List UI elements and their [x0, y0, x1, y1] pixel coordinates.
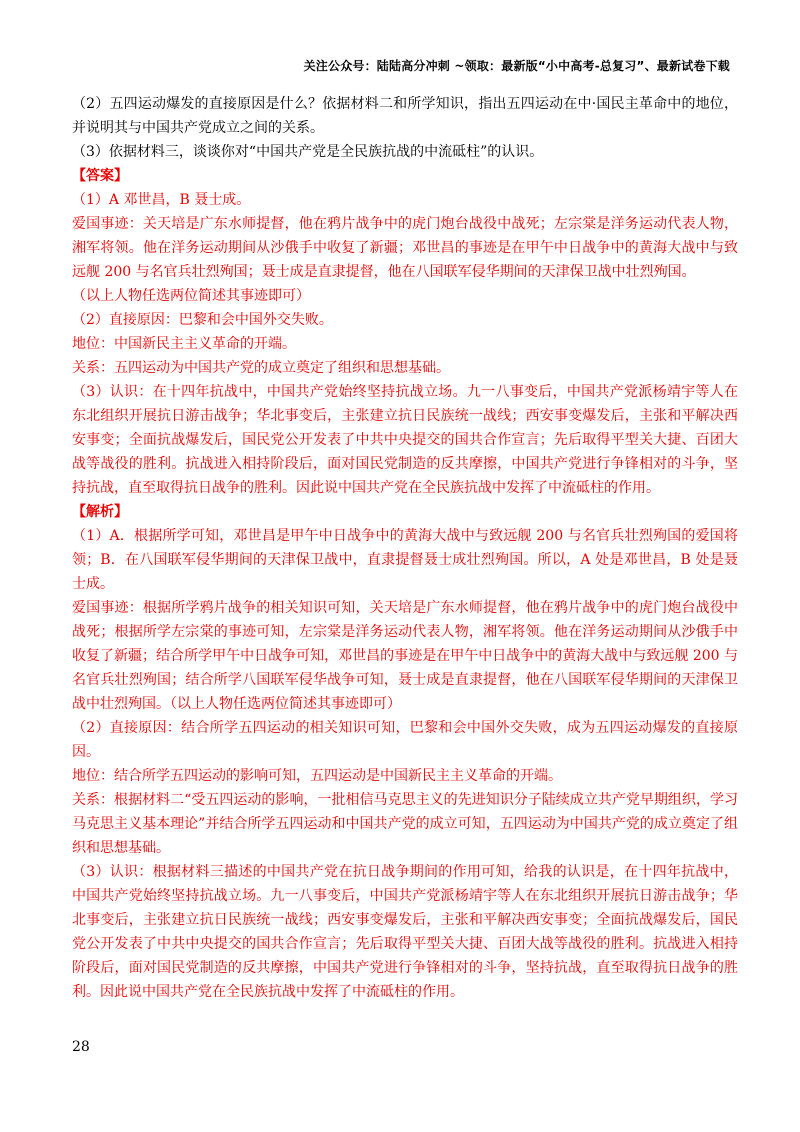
question-2: （2）五四运动爆发的直接原因是什么？依据材料二和所学知识，指出五四运动在中·国民主革命中的地位，并说明其与中国共产党成立之间的关系。 — [72, 96, 738, 136]
answer-paragraph: （2）直接原因：巴黎和会中国外交失败。 — [72, 312, 333, 328]
analysis-paragraph: （2）直接原因：结合所学五四运动的相关知识可知，巴黎和会中国外交失败，成为五四运动爆发的直接原因。 — [72, 720, 738, 760]
analysis-heading: 【解析】 — [72, 504, 128, 520]
page-header: 关注公众号：陆陆高分冲刺 ~领取：最新版“小中高考-总复习”、最新试卷下载 — [303, 59, 730, 73]
page-number: 28 — [72, 1039, 90, 1055]
answer-heading: 【答案】 — [72, 168, 128, 184]
analysis-paragraph: 地位：结合所学五四运动的影响可知，五四运动是中国新民主主义革命的开端。 — [72, 768, 562, 784]
analysis-paragraph: 爱国事迹：根据所学鸦片战争的相关知识可知，关天培是广东水师提督，他在鸦片战争中的虎门炮台战役中战死；根据所学左宗棠的事迹可知，左宗棠是洋务运动代表人物，湘军将领。他在洋务运动期间从沙俄手中收复了新疆；结合所学甲午中日战争可知，邓世昌的事迹是在甲午中日战争中的黄海大战中与致远舰 200 与名官兵壮烈殉国；结合所学八国联军侵华战争可知，聂士成是直隶提督，他在八国联军侵华期间的天津保卫战中壮烈殉国。（以上人物任选两位简述其事迹即可） — [72, 600, 738, 712]
analysis-paragraph: （1）A．根据所学可知，邓世昌是甲午中日战争中的黄海大战中与致远舰 200 与名官兵壮烈殉国的爱国将领；B．在八国联军侵华期间的天津保卫战中，直隶提督聂士成壮烈殉国。所以，A 处是邓世昌，B 处是聂士成。 — [72, 528, 738, 592]
answer-paragraph: 地位：中国新民主主义革命的开端。 — [72, 336, 296, 352]
page-content — [72, 92, 738, 1004]
question-3: （3）依据材料三，谈谈你对“中国共产党是全民族抗战的中流砥柱”的认识。 — [72, 144, 544, 160]
answer-paragraph: 关系：五四运动为中国共产党的成立奠定了组织和思想基础。 — [72, 360, 450, 376]
answer-paragraph: （1）A 邓世昌，B 聂士成。 — [72, 192, 251, 208]
answer-paragraph: （以上人物任选两位简述其事迹即可） — [72, 288, 310, 304]
analysis-paragraph: 关系：根据材料二“受五四运动的影响，一批相信马克思主义的先进知识分子陆续成立共产党早期组织，学习马克思主义基本理论”并结合所学五四运动和中国共产党的成立可知，五四运动为中国共产党的成立奠定了组织和思想基础。 — [72, 792, 738, 856]
answer-paragraph: （3）认识：在十四年抗战中，中国共产党始终坚持抗战立场。九一八事变后，中国共产党派杨靖宇等人在东北组织开展抗日游击战争；华北事变后，主张建立抗日民族统一战线；西安事变爆发后，主张和平解决西安事变；全面抗战爆发后，国民党公开发表了中共中央提交的国共合作宣言；先后取得平型关大捷、百团大战等战役的胜利。抗战进入相持阶段后，面对国民党制造的反共摩擦，中国共产党进行争锋相对的斗争，坚持抗战，直至取得抗日战争的胜利。因此说中国共产党在全民族抗战中发挥了中流砥柱的作用。 — [72, 384, 738, 496]
answer-paragraph: 爱国事迹：关天培是广东水师提督，他在鸦片战争中的虎门炮台战役中战死；左宗棠是洋务运动代表人物，湘军将领。他在洋务运动期间从沙俄手中收复了新疆；邓世昌的事迹是在甲午中日战争中的黄海大战中与致远舰 200 与名官兵壮烈殉国；聂士成是直隶提督，他在八国联军侵华期间的天津保卫战中壮烈殉国。 — [72, 216, 738, 280]
analysis-paragraph: （3）认识：根据材料三描述的中国共产党在抗日战争期间的作用可知，给我的认识是，在十四年抗战中，中国共产党始终坚持抗战立场。九一八事变后，中国共产党派杨靖宇等人在东北组织开展抗日游击战争；华北事变后，主张建立抗日民族统一战线；西安事变爆发后，主张和平解决西安事变；全面抗战爆发后，国民党公开发表了中共中央提交的国共合作宣言；先后取得平型关大捷、百团大战等战役的胜利。抗战进入相持阶段后，面对国民党制造的反共摩擦，中国共产党进行争锋相对的斗争，坚持抗战，直至取得抗日战争的胜利。因此说中国共产党在全民族抗战中发挥了中流砥柱的作用。 — [72, 864, 738, 1000]
